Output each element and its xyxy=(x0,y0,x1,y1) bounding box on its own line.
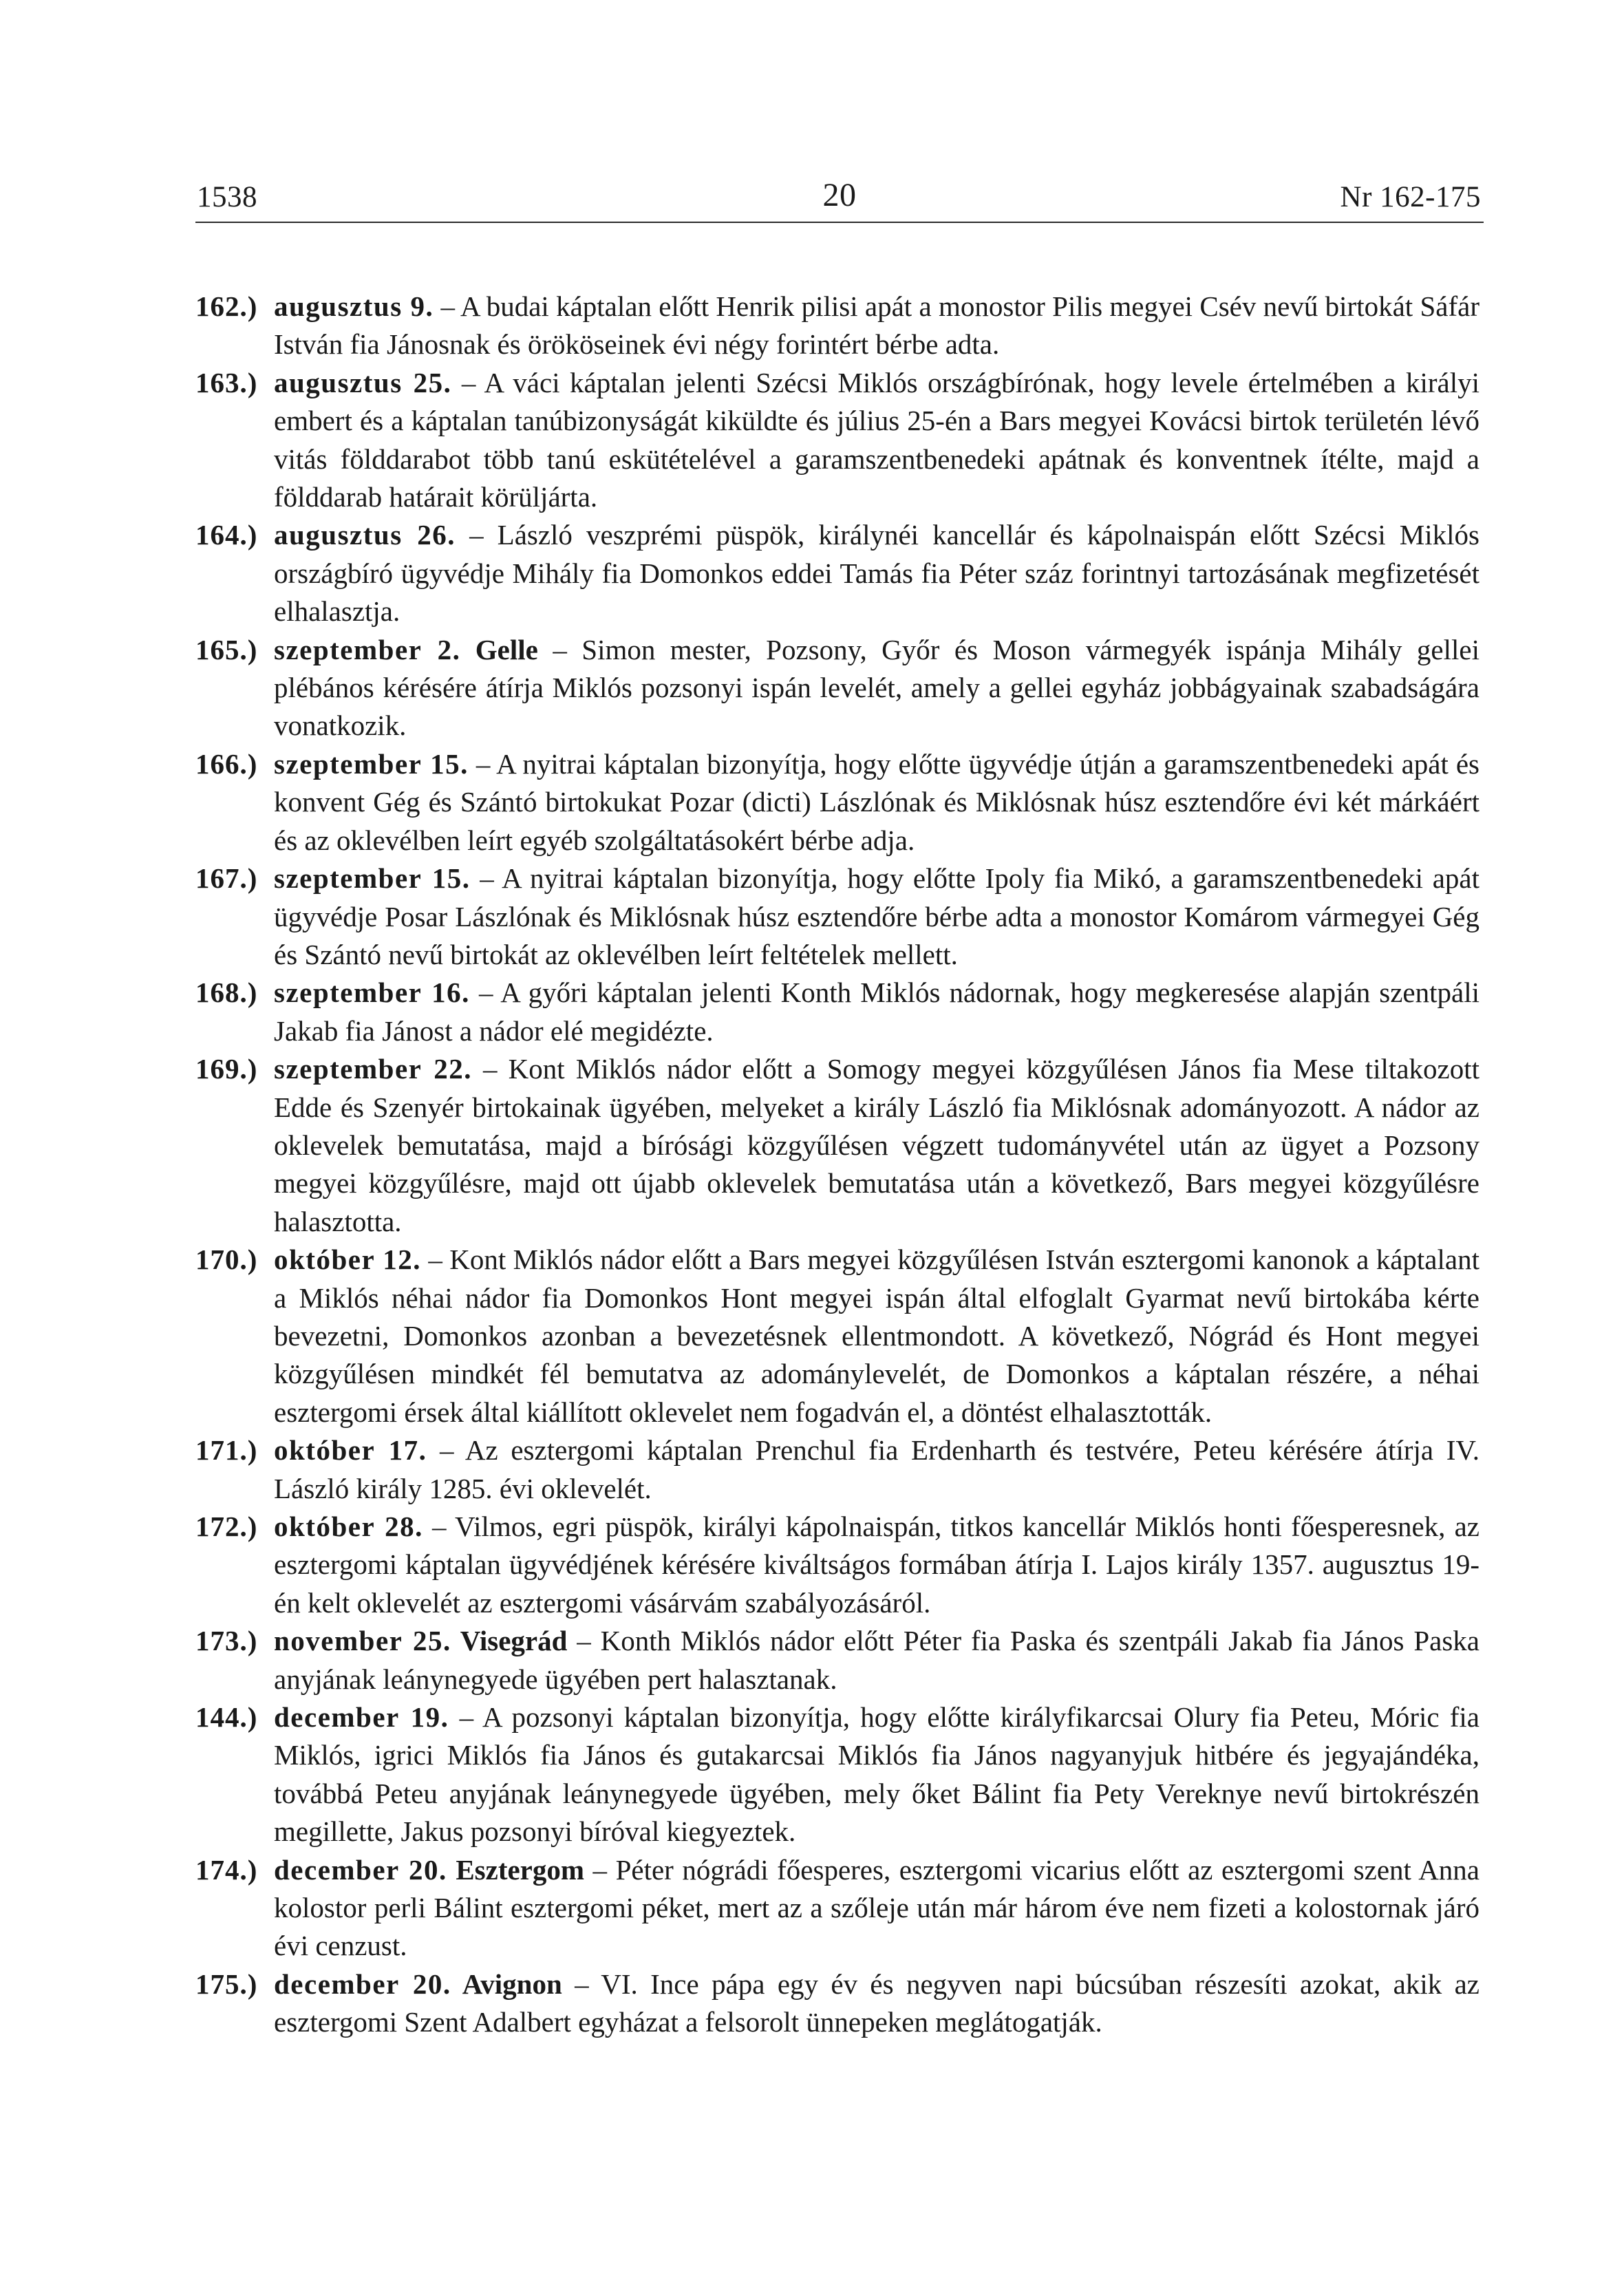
regesta-entry xyxy=(195,364,1479,517)
regesta-entry xyxy=(195,1965,1479,2042)
entry-number: 173.) xyxy=(195,1625,258,1657)
entry-date: augusztus 25. xyxy=(274,366,452,398)
entry-place: Visegrád xyxy=(451,1625,568,1657)
entry-summary: – A váci káptalan jelenti Szécsi Miklós országbírónak, hogy levele értelmében a királyi embert és a káptalan tanúbizonyságát kiküldte és július 25-én a Bars megyei Kovácsi birtok területén lévő vitás földdarabot több tanú eskütételével a garamszentbenedeki apátnak és konventnek ítélte, majd a földdarab határait körüljárta. xyxy=(274,366,1480,513)
regesta-entry xyxy=(195,1622,1479,1698)
entry-summary: – László veszprémi püspök, királynéi kancellár és kápolnaispán előtt Szécsi Miklós országbíró ügyvédje Mihály fia Domonkos eddei Tamás fia Péter száz forintnyi tartozásának megfizetését elhalasztja. xyxy=(274,519,1480,628)
entry-number: 164.) xyxy=(195,519,258,551)
entry-summary: – A győri káptalan jelenti Konth Miklós nádornak, hogy megkeresése alapján szentpáli Jakab fia Jánost a nádor elé megidézte. xyxy=(274,977,1479,1047)
regesta-entry xyxy=(195,1698,1479,1851)
regesta-entry xyxy=(195,745,1479,860)
entry-place: Gelle xyxy=(460,633,538,665)
entry-number: 165.) xyxy=(195,633,258,665)
entry-date: december 20. xyxy=(274,1968,451,2000)
running-header xyxy=(195,167,1484,223)
entry-date: október 28. xyxy=(274,1511,423,1542)
entry-number: 172.) xyxy=(195,1511,258,1542)
entry-summary: – A pozsonyi káptalan bizonyítja, hogy előtte királyfikarcsai Olury fia Peteu, Móric fia Miklós, igrici Miklós fia János és gutakarcsai Miklós fia János nagyanyjuk hitbére és jegyajándéka, továbbá Peteu anyjának leánynegyede ügyében, mely őket Bálint fia Pety Vereknye nevű birtokrészén megillette, Jakus pozsonyi bíróval kiegyeztek. xyxy=(274,1701,1479,1848)
page-number: 20 xyxy=(822,177,857,213)
header-year: 1538 xyxy=(197,181,257,213)
header-entry-range: Nr 162-175 xyxy=(1340,181,1481,213)
entry-number: 170.) xyxy=(195,1244,258,1276)
entry-number: 144.) xyxy=(195,1701,258,1734)
regesta-list xyxy=(195,288,1479,2042)
entry-number: 166.) xyxy=(195,747,258,780)
entry-place: Avignon xyxy=(451,1968,562,2000)
entry-date: szeptember 2. xyxy=(274,633,461,665)
entry-summary: – A nyitrai káptalan bizonyítja, hogy előtte Ipoly fia Mikó, a garamszentbenedeki apát ügyvédje Posar Lászlónak és Miklósnak húsz esztendőre bérbe adta a monostor Komárom vármegyei Gég és Szántó nevű birtokát az oklevélben leírt feltételek mellett. xyxy=(274,862,1479,970)
entry-number: 167.) xyxy=(195,862,258,895)
entry-number: 171.) xyxy=(195,1434,258,1467)
entry-date: október 12. xyxy=(274,1244,422,1276)
entry-summary: – VI. Ince pápa egy év és negyven napi búcsúban részesíti azokat, akik az esztergomi Szent Adalbert egyházat a felsorolt ünnepeken meglátogatják. xyxy=(274,1968,1479,2038)
regesta-entry xyxy=(195,516,1479,630)
entry-date: augusztus 26. xyxy=(274,519,456,551)
entry-summary: – Simon mester, Pozsony, Győr és Moson vármegyék ispánja Mihály gellei plébános kérésére átírja Miklós pozsonyi ispán levelét, amely a gellei egyház jobbágyainak szabadságára vonatkozik. xyxy=(274,633,1479,742)
entry-summary: – Kont Miklós nádor előtt a Somogy megyei közgyűlésen János fia Mese tiltakozott Edde és Szenyér birtokainak ügyében, melyeket a király László fia Miklósnak adományozott. A nádor az oklevelek bemutatása, majd a bírósági közgyűlésen végzett tudományvétel után az ügyet a Pozsony megyei közgyűlésre, majd ott újabb oklevelek bemutatása után a következő, Bars megyei közgyűlésre halasztotta. xyxy=(274,1053,1479,1237)
entry-place: Esztergom xyxy=(447,1853,585,1886)
entry-date: november 25. xyxy=(274,1625,451,1657)
regesta-entry xyxy=(195,974,1479,1050)
entry-date: szeptember 15. xyxy=(274,862,471,895)
regesta-entry xyxy=(195,1050,1479,1241)
regesta-entry xyxy=(195,288,1479,364)
entry-number: 169.) xyxy=(195,1053,258,1085)
entry-summary: – A budai káptalan előtt Henrik pilisi apát a monostor Pilis megyei Csév nevű birtokát Sáfár István fia Jánosnak és örököseinek évi négy forintért bérbe adta. xyxy=(274,290,1479,361)
entry-summary: – Az esztergomi káptalan Prenchul fia Erdenharth és testvére, Peteu kérésére átírja IV. László király 1285. évi oklevelét. xyxy=(274,1434,1480,1504)
regesta-entry xyxy=(195,1851,1479,1965)
entry-summary: – A nyitrai káptalan bizonyítja, hogy előtte ügyvédje útján a garamszentbenedeki apát és konvent Gég és Szántó birtokukat Pozar (dicti) Lászlónak és Miklósnak húsz esztendőre évi két márkáért és az oklevélben leírt egyéb szolgáltatásokért bérbe adja. xyxy=(274,747,1479,856)
entry-date: október 17. xyxy=(274,1434,427,1467)
entry-date: szeptember 22. xyxy=(274,1053,472,1085)
entry-date: december 19. xyxy=(274,1701,449,1734)
regesta-entry xyxy=(195,860,1479,974)
entry-date: szeptember 16. xyxy=(274,977,470,1009)
regesta-entry xyxy=(195,1431,1479,1508)
entry-number: 163.) xyxy=(195,366,258,398)
entry-summary: – Péter nógrádi főesperes, esztergomi vicarius előtt az esztergomi szent Anna kolostor perli Bálint esztergomi péket, mert az a szőleje után már három éve nem fizeti a kolostornak járó évi cenzust. xyxy=(274,1853,1480,1962)
entry-number: 168.) xyxy=(195,977,258,1009)
entry-summary: – Konth Miklós nádor előtt Péter fia Paska és szentpáli Jakab fia János Paska anyjának leánynegyede ügyében pert halasztanak. xyxy=(274,1625,1479,1695)
entry-number: 175.) xyxy=(195,1968,258,2000)
entry-date: szeptember 15. xyxy=(274,747,469,780)
regesta-entry xyxy=(195,631,1479,745)
regesta-entry xyxy=(195,1241,1479,1431)
entry-date: augusztus 9. xyxy=(274,290,434,322)
entry-summary: – Kont Miklós nádor előtt a Bars megyei közgyűlésen István esztergomi kanonok a káptalant a Miklós néhai nádor fia Domonkos Hont megyei ispán által elfoglalt Gyarmat nevű birtokába kérte bevezetni, Domonkos azonban a bevezetésnek ellentmondott. A következő, Nógrád és Hont megyei közgyűlésen mindkét fél bemutatva az adománylevelét, de Domonkos a káptalan részére, a néhai esztergomi érsek által kiállított oklevelet nem fogadván el, a döntést elhalasztották. xyxy=(274,1244,1479,1428)
entry-number: 162.) xyxy=(195,290,258,322)
regesta-entry xyxy=(195,1508,1479,1622)
entry-summary: – Vilmos, egri püspök, királyi kápolnaispán, titkos kancellár Miklós honti főesperesnek, az esztergomi káptalan ügyvédjének kérésére kiváltságos formában átírja I. Lajos király 1357. augusztus 19-én kelt oklevelét az esztergomi vásárvám szabályozásáról. xyxy=(274,1511,1479,1619)
entry-number: 174.) xyxy=(195,1853,258,1886)
entry-date: december 20. xyxy=(274,1853,447,1886)
